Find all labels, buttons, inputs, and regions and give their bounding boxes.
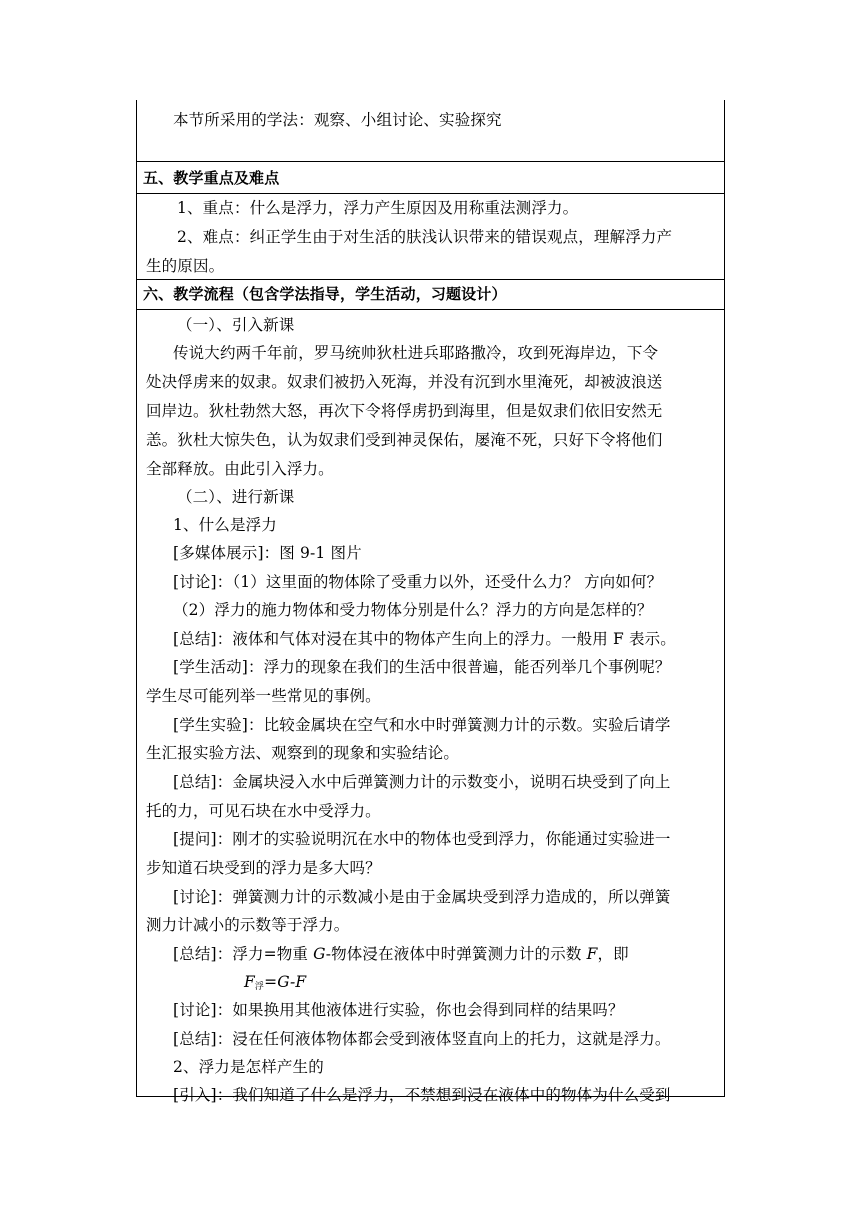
buoyancy-formula [244, 972, 715, 997]
story-line: 全部释放。由此引入浮力。 [146, 460, 334, 478]
discuss1b-text: （2）浮力的施力物体和受力物体分别是什么？浮力的方向是怎样的？ [173, 601, 653, 619]
activity-text-line2: 学生尽可能列举一些常见的事例。 [146, 687, 381, 705]
discuss3-text: [讨论]：如果换用其他液体进行实验，你也会得到同样的结果吗？ [173, 1001, 624, 1019]
row-divider [137, 309, 724, 310]
summary2-text-line1: [总结]：金属块浸入水中后弹簧测力计的示数变小，说明石块受到了向上 [173, 773, 671, 791]
discuss2-text-line2: 测力计减小的示数等于浮力。 [146, 916, 350, 934]
symbol-g: G [313, 945, 326, 963]
row-divider [137, 279, 724, 280]
summary3-mid: -物体浸在液体中时弹簧测力计的示数 [325, 945, 587, 963]
learning-methods-text: 本节所采用的学法：观察、小组讨论、实验探究 [173, 111, 502, 129]
symbol-f: F [586, 945, 598, 963]
summary1-text: [总结]：液体和气体对浸在其中的物体产生向上的浮力。一般用 F 表示。 [173, 630, 676, 648]
question-text-line1: [提问]：刚才的实验说明沉在水中的物体也受到浮力，你能通过实验进一 [173, 830, 671, 848]
difficulty-text-line2: 生的原因。 [146, 257, 225, 275]
section5-heading: 五、教学重点及难点 [143, 169, 280, 187]
summary3-text [173, 944, 715, 964]
summary4-text: [总结]：浸在任何液体物体都会受到液体竖直向上的托力，这就是浮力。 [173, 1030, 671, 1048]
lesson-plan-table [136, 100, 725, 1104]
media-text: [多媒体展示]：图 9-1 图片 [173, 544, 362, 562]
story-line: 恙。狄杜大惊失色，认为奴隶们受到神灵保佑，屡淹不死，只好下令将他们 [146, 431, 663, 449]
part2-title: （二）、进行新课 [177, 488, 295, 506]
row-divider [137, 161, 724, 162]
story-line: 处决俘虏来的奴隶。奴隶们被扔入死海，并没有沉到水里淹死，却被波浪送 [146, 373, 663, 391]
formula-f: F [244, 973, 255, 991]
discuss1-text: [讨论]：（1）这里面的物体除了受重力以外，还受什么力？ 方向如何？ [173, 573, 663, 591]
experiment-text-line2: 生汇报实验方法、观察到的现象和实验结论。 [146, 744, 460, 762]
story-line: 传说大约两千年前，罗马统帅狄杜进兵耶路撒冷，攻到死海岸边，下令 [173, 344, 659, 362]
question-text-line2: 步知道石块受到的浮力是多大吗？ [146, 859, 381, 877]
difficulty-text-line1: 2、难点：纠正学生由于对生活的肤浅认识带来的错误观点，理解浮力产 [177, 228, 673, 246]
formula-subscript: 浮 [254, 982, 265, 992]
key-point-text: 1、重点：什么是浮力，浮力产生原因及用称重法测浮力。 [177, 199, 579, 217]
subsection2-title: 2、浮力是怎样产生的 [173, 1058, 324, 1076]
story-line: 回岸边。狄杜勃然大怒，再次下令将俘虏扔到海里，但是奴隶们依旧安然无 [146, 402, 663, 420]
summary2-text-line2: 托的力，可见石块在水中受浮力。 [146, 802, 381, 820]
summary3-post: ，即 [597, 945, 629, 963]
section6-heading: 六、教学流程（包含学法指导，学生活动，习题设计） [143, 285, 507, 303]
discuss2-text-line1: [讨论]：弹簧测力计的示数减小是由于金属块受到浮力造成的，所以弹簧 [173, 888, 671, 906]
formula-rhs: =G-F [264, 973, 307, 991]
summary3-pre: [总结]：浮力=物重 [173, 945, 314, 963]
row-divider [137, 193, 724, 194]
intro-text: [引入]：我们知道了什么是浮力，不禁想到浸在液体中的物体为什么受到 [173, 1086, 671, 1104]
experiment-text-line1: [学生实验]：比较金属块在空气和水中时弹簧测力计的示数。实验后请学 [173, 716, 671, 734]
activity-text-line1: [学生活动]：浮力的现象在我们的生活中很普遍，能否列举几个事例呢？ [173, 658, 671, 676]
subsection1-title: 1、什么是浮力 [173, 516, 277, 534]
part1-title: （一）、引入新课 [177, 316, 295, 334]
